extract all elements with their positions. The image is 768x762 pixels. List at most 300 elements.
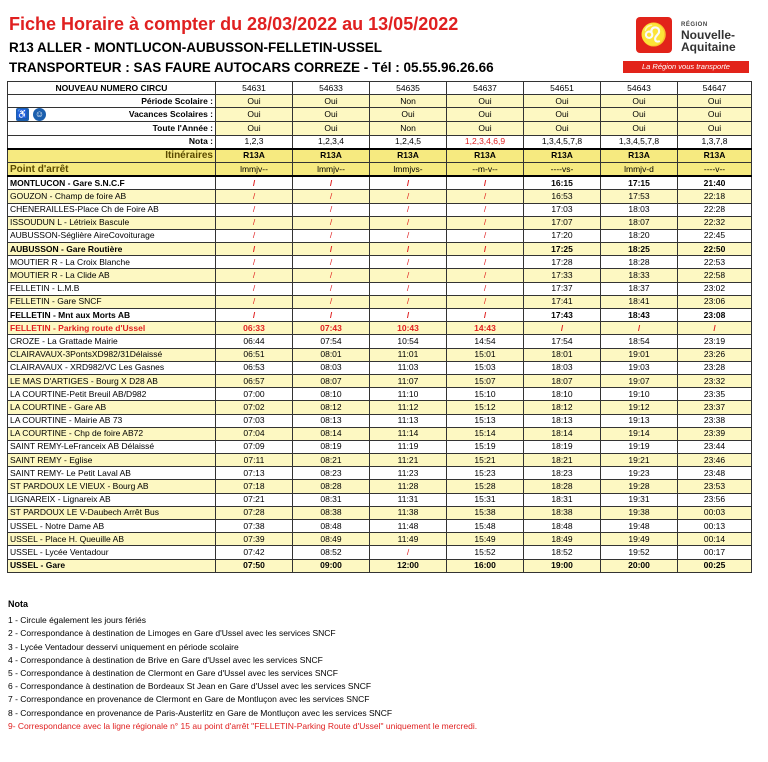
stop-time: 15:23 (447, 467, 524, 480)
stop-time: 06:57 (216, 374, 293, 387)
stop-time: / (370, 282, 447, 295)
stop-time: 06:53 (216, 361, 293, 374)
stop-time: 08:07 (293, 374, 370, 387)
stop-time: 18:49 (524, 533, 601, 546)
period-value: Oui (678, 122, 752, 135)
stop-time: 15:31 (447, 493, 524, 506)
stop-time: 15:48 (447, 520, 524, 533)
stop-time: 19:07 (601, 374, 678, 387)
stop-name: AUBUSSON - Gare Routière (8, 243, 216, 256)
stop-time: 16:00 (447, 559, 524, 572)
stop-time: 11:10 (370, 388, 447, 401)
stop-time: / (601, 322, 678, 335)
stop-time: 06:44 (216, 335, 293, 348)
days-cell: ----v-- (678, 162, 752, 176)
period-value: Oui (601, 108, 678, 122)
stop-time: / (293, 256, 370, 269)
stop-time: 23:19 (678, 335, 752, 348)
line-title: R13 ALLER - MONTLUCON-AUBUSSON-FELLETIN-USSEL (9, 40, 382, 55)
stop-time: 15:38 (447, 506, 524, 519)
period-value: Oui (447, 122, 524, 135)
stop-name: LIGNAREIX - Lignareix AB (8, 493, 216, 506)
stop-time: / (293, 176, 370, 190)
stop-time: 08:12 (293, 401, 370, 414)
stop-time: 07:28 (216, 506, 293, 519)
stop-time: 18:48 (524, 520, 601, 533)
stop-time: 23:37 (678, 401, 752, 414)
stop-time: / (447, 243, 524, 256)
stop-time: 07:18 (216, 480, 293, 493)
stop-time: 18:07 (524, 374, 601, 387)
stop-row (8, 361, 752, 374)
nota-label: Nota : (8, 135, 216, 149)
stop-name: FELLETIN - L.M.B (8, 282, 216, 295)
stop-time: 17:20 (524, 229, 601, 242)
stop-time: 17:54 (524, 335, 601, 348)
itinerary-cell: R13A (293, 149, 370, 163)
stop-time: 07:03 (216, 414, 293, 427)
stop-time: 22:50 (678, 243, 752, 256)
period-label: Période Scolaire : (8, 95, 216, 108)
service-number-cell: 54633 (293, 82, 370, 95)
stop-time: / (293, 282, 370, 295)
stop-time: / (370, 295, 447, 308)
stop-time: 00:25 (678, 559, 752, 572)
stop-time: 15:07 (447, 374, 524, 387)
note-item: 3 - Lycée Ventadour desservi uniquement en période scolaire (8, 641, 239, 652)
service-number-row (8, 82, 752, 95)
stop-time: 15:52 (447, 546, 524, 559)
stop-time: 11:19 (370, 440, 447, 453)
stop-time: 19:52 (601, 546, 678, 559)
stop-time: 08:14 (293, 427, 370, 440)
note-item: 4 - Correspondance à destination de Brive en Gare d'Ussel avec les services SNCF (8, 654, 323, 665)
period-value: Oui (216, 122, 293, 135)
stop-time: / (370, 216, 447, 229)
period-label: Toute l'Année : (8, 122, 216, 135)
period-value: Oui (447, 108, 524, 122)
period-value: Non (370, 122, 447, 135)
itinerary-cell: R13A (524, 149, 601, 163)
period-value: Oui (293, 108, 370, 122)
lion-icon: ♌ (636, 17, 672, 53)
stop-time: / (216, 282, 293, 295)
stop-time: 15:10 (447, 388, 524, 401)
stop-time: 22:53 (678, 256, 752, 269)
stop-time: 08:28 (293, 480, 370, 493)
stop-row (8, 467, 752, 480)
stop-time: 19:31 (601, 493, 678, 506)
stop-row (8, 282, 752, 295)
stop-row (8, 440, 752, 453)
stop-time: / (216, 269, 293, 282)
stop-time: 15:21 (447, 454, 524, 467)
stop-row (8, 559, 752, 572)
stop-time: 18:38 (524, 506, 601, 519)
stop-time: 11:38 (370, 506, 447, 519)
stop-time: 19:12 (601, 401, 678, 414)
stop-time: / (447, 295, 524, 308)
stop-time: / (447, 229, 524, 242)
stop-time: 15:13 (447, 414, 524, 427)
stop-name: AUBUSSON-Séglière AireCovoiturage (8, 229, 216, 242)
stop-time: 07:00 (216, 388, 293, 401)
stop-time: 11:01 (370, 348, 447, 361)
note-item: 5 - Correspondance à destination de Clermont en Gare d'Ussel avec les services SNCF (8, 668, 338, 679)
stop-time: 11:21 (370, 454, 447, 467)
stop-time: 08:19 (293, 440, 370, 453)
stop-time: / (447, 203, 524, 216)
stop-time: 18:13 (524, 414, 601, 427)
stop-row (8, 533, 752, 546)
stop-time: / (293, 229, 370, 242)
days-cell: lmmjv-- (216, 162, 293, 176)
stop-time: 18:14 (524, 427, 601, 440)
stop-time: 23:39 (678, 427, 752, 440)
period-value: Oui (370, 108, 447, 122)
stop-time: 18:43 (601, 309, 678, 322)
logo-region-label: RÉGION (681, 22, 708, 28)
stop-time: / (293, 243, 370, 256)
period-value: Oui (678, 95, 752, 108)
stop-time: / (447, 282, 524, 295)
logo-name-line2: Aquitaine (681, 40, 736, 54)
stop-time: 07:11 (216, 454, 293, 467)
note-item: 2 - Correspondance à destination de Limoges en Gare d'Ussel avec les services SNCF (8, 628, 336, 639)
stop-time: 18:21 (524, 454, 601, 467)
period-value: Non (370, 95, 447, 108)
stop-time: 07:38 (216, 520, 293, 533)
stop-time: 19:13 (601, 414, 678, 427)
stop-time: 11:07 (370, 374, 447, 387)
timetable (7, 81, 752, 573)
stop-time: / (216, 190, 293, 203)
stop-time: 11:03 (370, 361, 447, 374)
stop-row (8, 414, 752, 427)
stop-name: LE MAS D'ARTIGES - Bourg X D28 AB (8, 374, 216, 387)
stop-time: 19:49 (601, 533, 678, 546)
nota-cell: 1,3,4,5,7,8 (601, 135, 678, 149)
days-row (8, 162, 752, 176)
itinerary-cell: R13A (370, 149, 447, 163)
stop-row (8, 203, 752, 216)
stop-time: 07:09 (216, 440, 293, 453)
stop-time: 14:43 (447, 322, 524, 335)
stop-time: / (370, 190, 447, 203)
stop-time: 17:43 (524, 309, 601, 322)
stop-time: 15:19 (447, 440, 524, 453)
stop-time: 23:46 (678, 454, 752, 467)
period-row (8, 122, 752, 135)
stop-time: 23:35 (678, 388, 752, 401)
stop-name: ISSOUDUN L - Létrieix Bascule (8, 216, 216, 229)
stop-name: LA COURTINE - Gare AB (8, 401, 216, 414)
stop-name: MONTLUCON - Gare S.N.C.F (8, 176, 216, 190)
stop-time: 15:28 (447, 480, 524, 493)
period-label-text: Vacances Scolaires : (128, 109, 213, 120)
stop-time: 23:38 (678, 414, 752, 427)
stop-time: 11:28 (370, 480, 447, 493)
stop-time: / (293, 190, 370, 203)
stop-time: 20:00 (601, 559, 678, 572)
stop-time: 14:54 (447, 335, 524, 348)
stop-time: 00:03 (678, 506, 752, 519)
stop-time: 18:12 (524, 401, 601, 414)
stop-row (8, 229, 752, 242)
period-value: Oui (524, 95, 601, 108)
stop-row (8, 269, 752, 282)
stop-name: FELLETIN - Mnt aux Morts AB (8, 309, 216, 322)
stop-name: LA COURTINE - Mairie AB 73 (8, 414, 216, 427)
stop-row (8, 401, 752, 414)
stop-row (8, 309, 752, 322)
service-number-cell: 54631 (216, 82, 293, 95)
stop-time: 11:13 (370, 414, 447, 427)
stop-time: / (370, 546, 447, 559)
stop-time: / (370, 203, 447, 216)
stop-row (8, 322, 752, 335)
itinerary-cell: R13A (678, 149, 752, 163)
service-number-cell: 54651 (524, 82, 601, 95)
stop-time: 23:02 (678, 282, 752, 295)
stop-time: 22:32 (678, 216, 752, 229)
stop-time: / (293, 203, 370, 216)
stop-time: 11:49 (370, 533, 447, 546)
accessibility-icons (10, 108, 213, 121)
stop-time: 07:43 (293, 322, 370, 335)
nota-cell: 1,2,3,4 (293, 135, 370, 149)
stop-time: / (370, 243, 447, 256)
days-cell: lmmjvs- (370, 162, 447, 176)
stop-time: / (216, 295, 293, 308)
stop-name: CLAIRAVAUX-3PontsXD982/31Délaissé (8, 348, 216, 361)
period-value: Oui (216, 108, 293, 122)
stop-time: 11:12 (370, 401, 447, 414)
stop-row (8, 520, 752, 533)
stop-row (8, 256, 752, 269)
service-number-cell: 54643 (601, 82, 678, 95)
stop-time: 23:26 (678, 348, 752, 361)
stop-time: 15:03 (447, 361, 524, 374)
itineraries-label: Itinéraires (8, 149, 216, 163)
icon-group (10, 108, 46, 121)
period-value: Oui (601, 95, 678, 108)
stop-time: 00:14 (678, 533, 752, 546)
stop-name: SAINT REMY - Eglise (8, 454, 216, 467)
stop-time: / (370, 269, 447, 282)
stop-time: 11:48 (370, 520, 447, 533)
service-number-cell: 54637 (447, 82, 524, 95)
stop-time: 17:07 (524, 216, 601, 229)
note-item: 1 - Circule également les jours fériés (8, 615, 146, 626)
stop-name: USSEL - Gare (8, 559, 216, 572)
stop-time: 10:43 (370, 322, 447, 335)
period-value: Oui (447, 95, 524, 108)
stop-name: FELLETIN - Gare SNCF (8, 295, 216, 308)
stop-time: 22:58 (678, 269, 752, 282)
stop-time: / (216, 216, 293, 229)
days-cell: ----vs- (524, 162, 601, 176)
stop-time: 08:38 (293, 506, 370, 519)
stop-time: / (370, 229, 447, 242)
stop-time: / (524, 322, 601, 335)
stop-time: 19:48 (601, 520, 678, 533)
nota-cell: 1,3,4,5,7,8 (524, 135, 601, 149)
period-label (8, 108, 216, 122)
stop-time: / (216, 243, 293, 256)
stop-time: 11:14 (370, 427, 447, 440)
stop-time: 00:13 (678, 520, 752, 533)
stop-time: / (216, 176, 293, 190)
stop-name: USSEL - Lycée Ventadour (8, 546, 216, 559)
stop-time: 19:21 (601, 454, 678, 467)
stop-name: SAINT REMY-LeFranceix AB Délaissé (8, 440, 216, 453)
stop-time: 22:28 (678, 203, 752, 216)
stop-time: 08:03 (293, 361, 370, 374)
note-item: 9- Correspondance avec la ligne régionale n° 15 au point d'arrêt "FELLETIN-Parking Route d'Ussel" uniquement le mercredi. (8, 720, 478, 731)
stop-time: 06:51 (216, 348, 293, 361)
stop-time: 19:14 (601, 427, 678, 440)
itinerary-cell: R13A (601, 149, 678, 163)
stop-time: 17:28 (524, 256, 601, 269)
stop-time: / (216, 229, 293, 242)
stop-time: 21:40 (678, 176, 752, 190)
stop-time: 19:19 (601, 440, 678, 453)
stop-time: 12:00 (370, 559, 447, 572)
stop-row (8, 427, 752, 440)
service-number-cell: 54635 (370, 82, 447, 95)
stop-name: USSEL - Place H. Queuille AB (8, 533, 216, 546)
stop-row (8, 546, 752, 559)
stop-time: 18:54 (601, 335, 678, 348)
period-value: Oui (678, 108, 752, 122)
stop-time: 19:10 (601, 388, 678, 401)
stop-time: / (447, 269, 524, 282)
stop-time: 16:15 (524, 176, 601, 190)
stop-time: / (216, 309, 293, 322)
stop-time: 18:37 (601, 282, 678, 295)
period-value: Oui (524, 108, 601, 122)
stop-time: 07:50 (216, 559, 293, 572)
stop-time: 08:21 (293, 454, 370, 467)
stop-time: 19:38 (601, 506, 678, 519)
stop-time: 18:10 (524, 388, 601, 401)
stop-time: 11:23 (370, 467, 447, 480)
stop-time: 17:53 (601, 190, 678, 203)
stop-time: 08:13 (293, 414, 370, 427)
point-label: Point d'arrêt (8, 162, 216, 176)
stop-time: 18:07 (601, 216, 678, 229)
stop-time: 08:49 (293, 533, 370, 546)
stop-time: 08:10 (293, 388, 370, 401)
stop-time: 18:52 (524, 546, 601, 559)
stop-time: 17:37 (524, 282, 601, 295)
nota-row (8, 135, 752, 149)
stop-time: / (447, 216, 524, 229)
stop-time: 17:03 (524, 203, 601, 216)
stop-row (8, 454, 752, 467)
stop-time: / (216, 203, 293, 216)
note-item: 6 - Correspondance à destination de Bordeaux St Jean en Gare d'Ussel avec les services SNCF (8, 681, 372, 692)
stop-time: 18:23 (524, 467, 601, 480)
stop-time: 19:23 (601, 467, 678, 480)
stop-time: / (370, 309, 447, 322)
stop-time: 18:20 (601, 229, 678, 242)
stop-row (8, 506, 752, 519)
stop-time: 17:33 (524, 269, 601, 282)
nota-cell: 1,2,3 (216, 135, 293, 149)
stop-time: 22:18 (678, 190, 752, 203)
stop-time: 19:01 (601, 348, 678, 361)
region-logo (621, 14, 749, 74)
stop-time: 06:33 (216, 322, 293, 335)
stop-time: 15:01 (447, 348, 524, 361)
stop-time: 19:03 (601, 361, 678, 374)
stop-row (8, 493, 752, 506)
stop-row (8, 374, 752, 387)
stop-time: 15:12 (447, 401, 524, 414)
stop-time: 18:28 (601, 256, 678, 269)
stop-time: 08:01 (293, 348, 370, 361)
note-item: 7 - Correspondance en provenance de Clermont en Gare de Montluçon avec les services SNCF (8, 694, 370, 705)
stop-time: 18:01 (524, 348, 601, 361)
stop-time: 15:49 (447, 533, 524, 546)
stop-time: 15:14 (447, 427, 524, 440)
stop-time: 23:56 (678, 493, 752, 506)
stop-name: LA COURTINE-Petit Breuil AB/D982 (8, 388, 216, 401)
stop-time: 08:23 (293, 467, 370, 480)
stop-time: 19:28 (601, 480, 678, 493)
stop-name: ST PARDOUX LE V-Daubech Arrêt Bus (8, 506, 216, 519)
stop-name: USSEL - Notre Dame AB (8, 520, 216, 533)
stop-row (8, 190, 752, 203)
stop-name: CROZE - La Grattade Mairie (8, 335, 216, 348)
itinerary-cell: R13A (447, 149, 524, 163)
stop-time: 18:31 (524, 493, 601, 506)
stop-time: 23:32 (678, 374, 752, 387)
stop-time: 17:25 (524, 243, 601, 256)
stop-name: CLAIRAVAUX - XRD982/VC Les Gasnes (8, 361, 216, 374)
stop-name: LA COURTINE - Chp de foire AB72 (8, 427, 216, 440)
stop-time: 11:31 (370, 493, 447, 506)
note-item: 8 - Correspondance en provenance de Paris-Austerlitz en Gare de Montluçon avec les services SNCF (8, 707, 393, 718)
stop-time: 23:48 (678, 467, 752, 480)
stop-time: / (447, 309, 524, 322)
stop-time: 09:00 (293, 559, 370, 572)
stop-time: 07:21 (216, 493, 293, 506)
stop-row (8, 480, 752, 493)
stop-time: 07:13 (216, 467, 293, 480)
stop-name: MOUTIER R - La Clide AB (8, 269, 216, 282)
stop-time: 08:52 (293, 546, 370, 559)
service-number-label: NOUVEAU NUMERO CIRCU (8, 82, 216, 95)
itinerary-row (8, 149, 752, 163)
stop-time: 07:39 (216, 533, 293, 546)
stop-time: 18:03 (601, 203, 678, 216)
stop-time: 22:45 (678, 229, 752, 242)
stop-time: 18:41 (601, 295, 678, 308)
stop-time: / (293, 216, 370, 229)
stop-time: 18:25 (601, 243, 678, 256)
stop-time: 18:33 (601, 269, 678, 282)
logo-tagline: La Région vous transporte (623, 61, 749, 73)
stop-time: 16:53 (524, 190, 601, 203)
stop-time: 07:02 (216, 401, 293, 414)
stop-row (8, 295, 752, 308)
stop-name: GOUZON - Champ de foire AB (8, 190, 216, 203)
period-row (8, 108, 752, 122)
logo-name-line1: Nouvelle- (681, 28, 736, 42)
